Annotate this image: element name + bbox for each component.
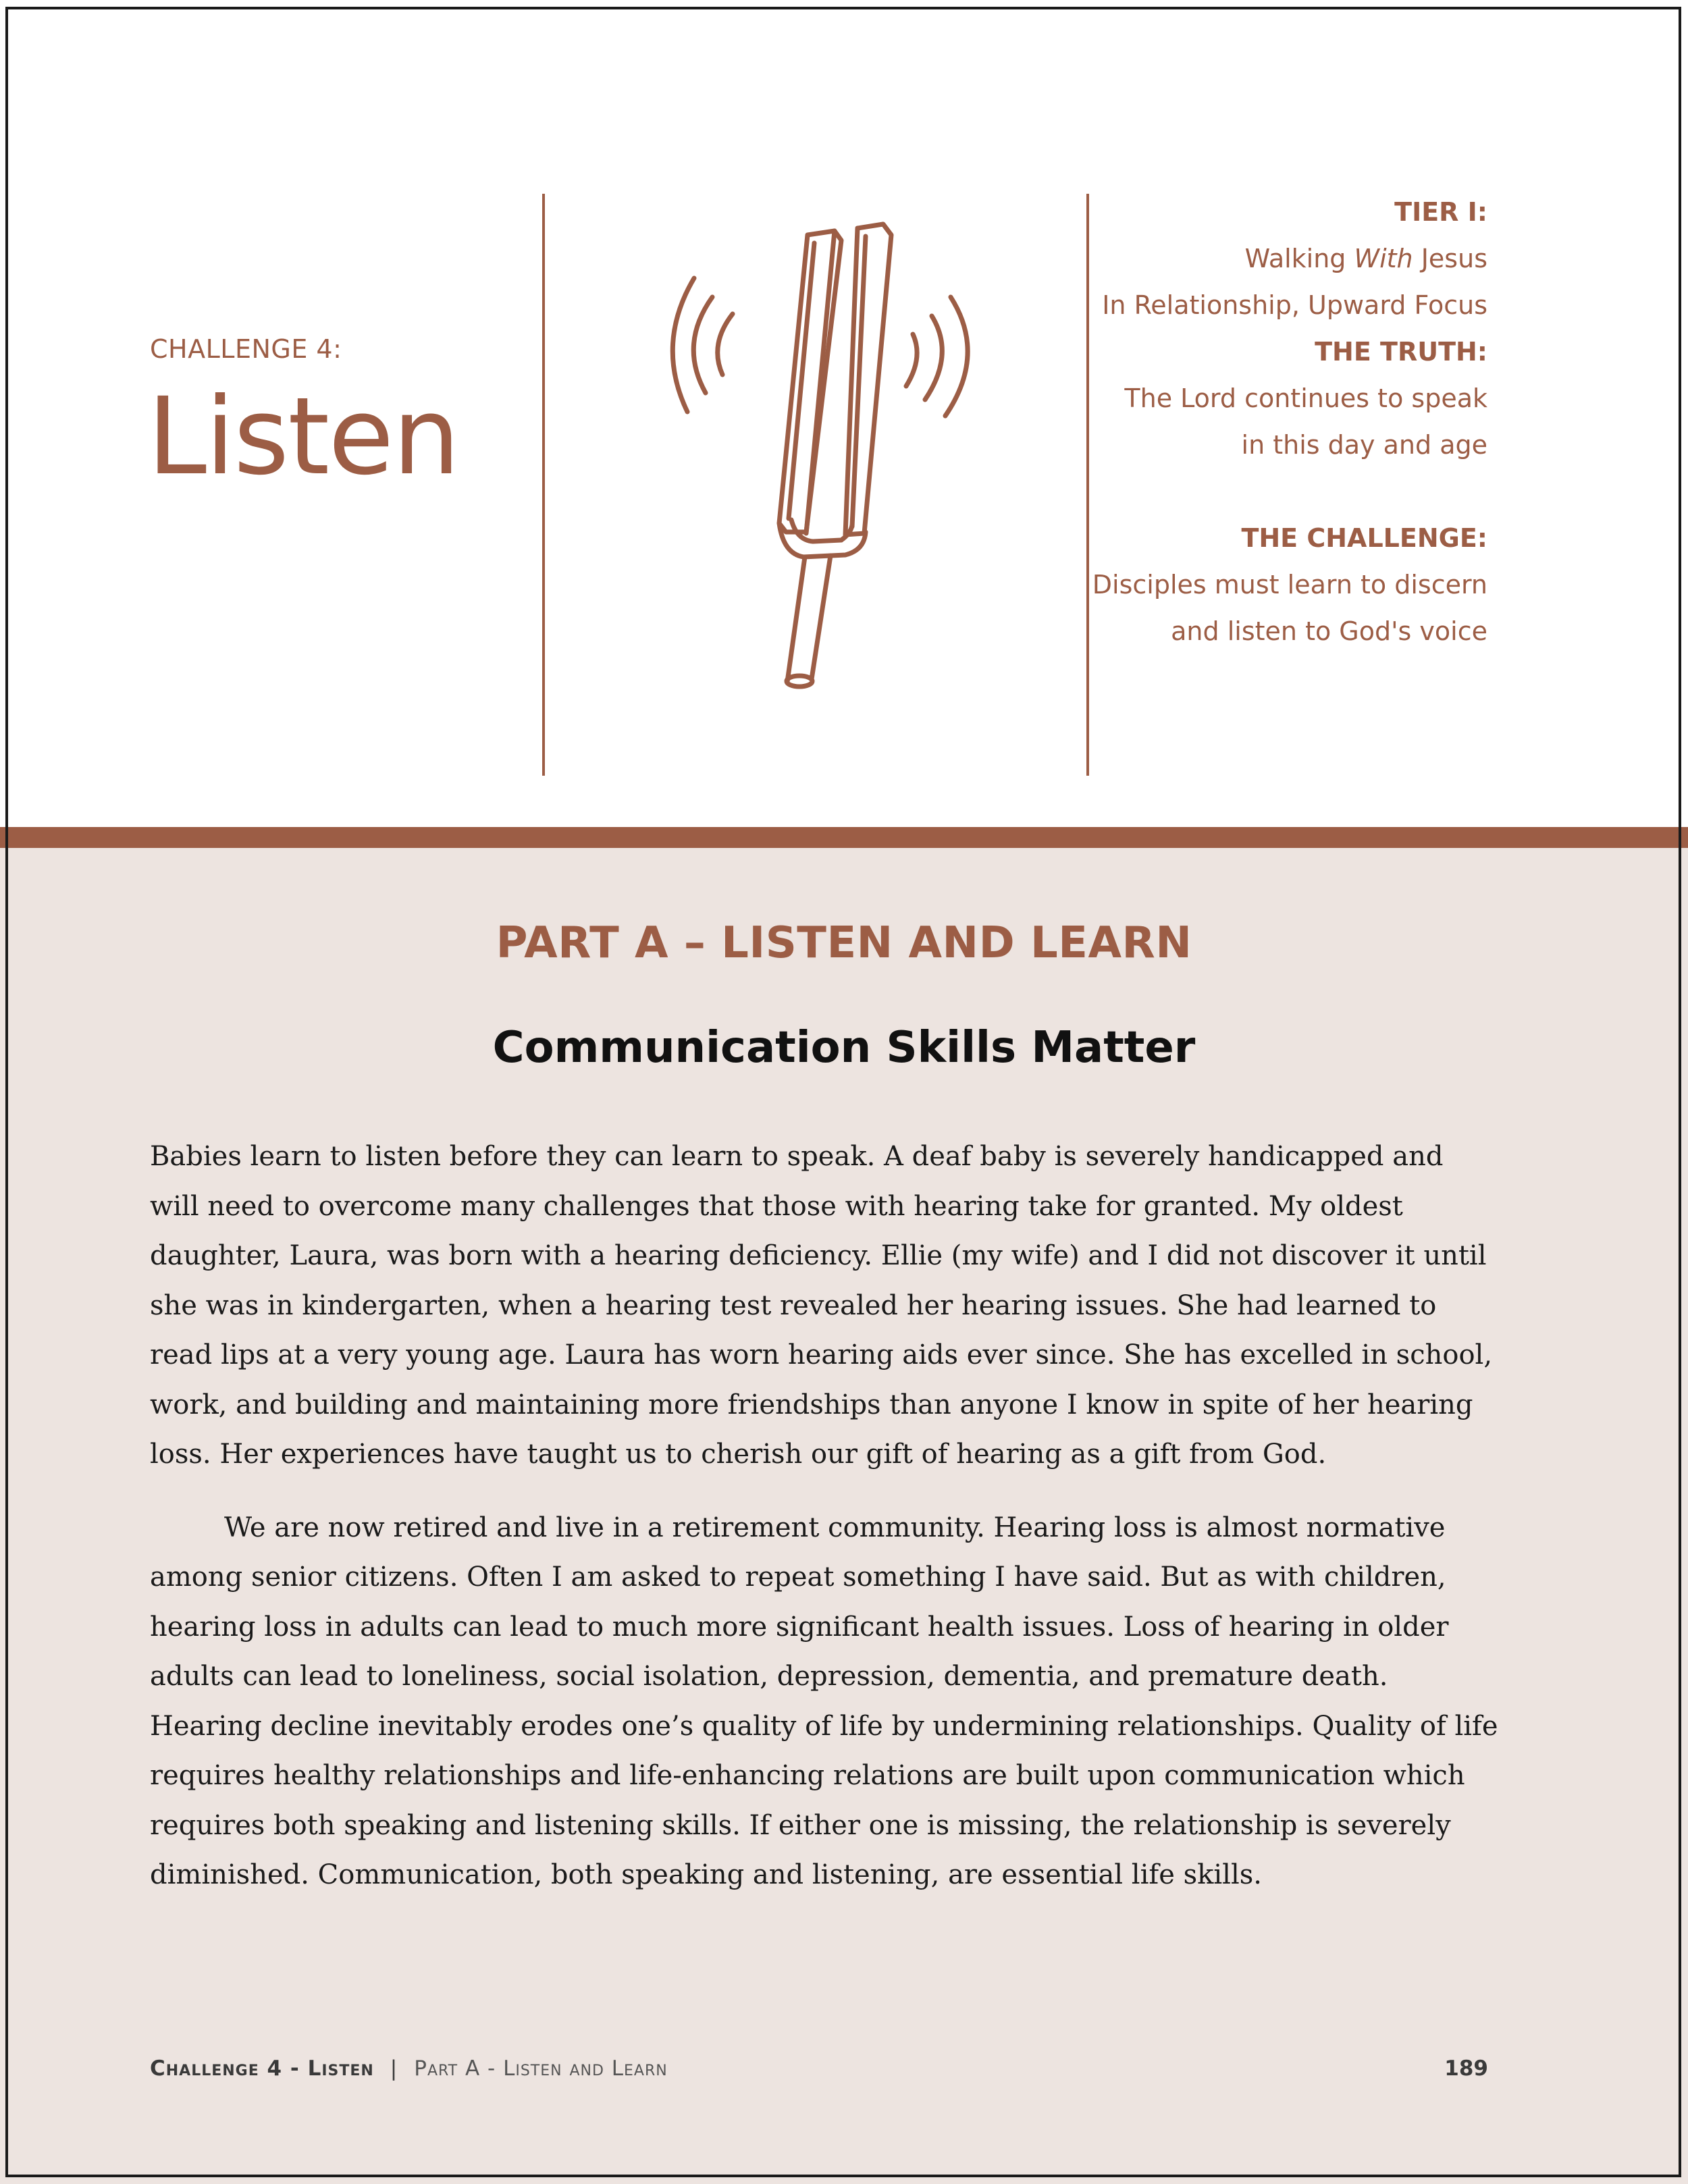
divider-left — [542, 194, 545, 776]
tier-info — [1015, 189, 1487, 655]
tier-line-1 — [1015, 236, 1487, 282]
paragraph-1: Babies learn to listen before they can learn to speak. A deaf baby is severely handicapped and will need to overcome many challenges that those with hearing take for granted. My oldest daughter, Laura, was born with a hearing deficiency. Ellie (my wife) and I did not discover it until she was in kindergarten, when a hearing test revealed her hearing issues. She had learned to read lips at a very young age. Laura has worn hearing aids ever since. She has excelled in school, work, and building and maintaining more friendships than anyone I know in spite of her hearing loss. Her experiences have taught us to cherish our gift of hearing as a gift from God. — [150, 1141, 1493, 1470]
tuning-fork-icon — [668, 216, 1006, 702]
chapter-title: Listen — [147, 375, 459, 499]
challenge-label: CHALLENGE 4: — [150, 334, 342, 364]
sub-heading: Communication Skills Matter — [492, 1023, 1196, 1073]
spacer — [1015, 469, 1487, 515]
paragraph-2: We are now retired and live in a retirement community. Hearing loss is almost normative among senior citizens. Often I am asked to repeat something I have said. But as with children, hearing loss in adults can lead to much more significant health issues. Loss of hearing in older adults can lead to loneliness, social isolation, depression, dementia, and premature death. Hearing decline inevitably erodes one’s quality of life by undermining relationships. Quality of life requires healthy relationships and life-enhancing relations are built upon communication which requires both speaking and listening skills. If either one is missing, the relationship is severely diminished. Communication, both speaking and listening, are essential life skills. — [150, 1512, 1498, 1890]
challenge-line-2: and listen to God's voice — [1171, 616, 1487, 646]
tier-line-2: In Relationship, Upward Focus — [1102, 290, 1487, 320]
footer-separator: | — [390, 2056, 398, 2081]
truth-heading: THE TRUTH: — [1315, 337, 1487, 367]
tier-heading: TIER I: — [1394, 197, 1487, 227]
part-heading: PART A – LISTEN AND LEARN — [496, 918, 1192, 968]
page-number: 189 — [1444, 2056, 1488, 2081]
challenge-heading: THE CHALLENGE: — [1241, 523, 1487, 553]
footer-chapter: Challenge 4 - Listen — [150, 2056, 374, 2081]
tier-line-1a: Walking — [1244, 244, 1354, 273]
section-rule — [0, 827, 1688, 848]
footer-section: Part A - Listen and Learn — [414, 2056, 668, 2081]
running-footer — [150, 2056, 668, 2081]
challenge-line-1: Disciples must learn to discern — [1092, 570, 1487, 600]
body-text — [150, 1132, 1500, 1900]
truth-line-2: in this day and age — [1241, 430, 1487, 460]
tier-line-1c: Jesus — [1413, 244, 1487, 273]
header-area — [0, 0, 1688, 827]
truth-line-1: The Lord continues to speak — [1124, 383, 1487, 413]
tier-line-1-emphasis: With — [1354, 244, 1413, 273]
